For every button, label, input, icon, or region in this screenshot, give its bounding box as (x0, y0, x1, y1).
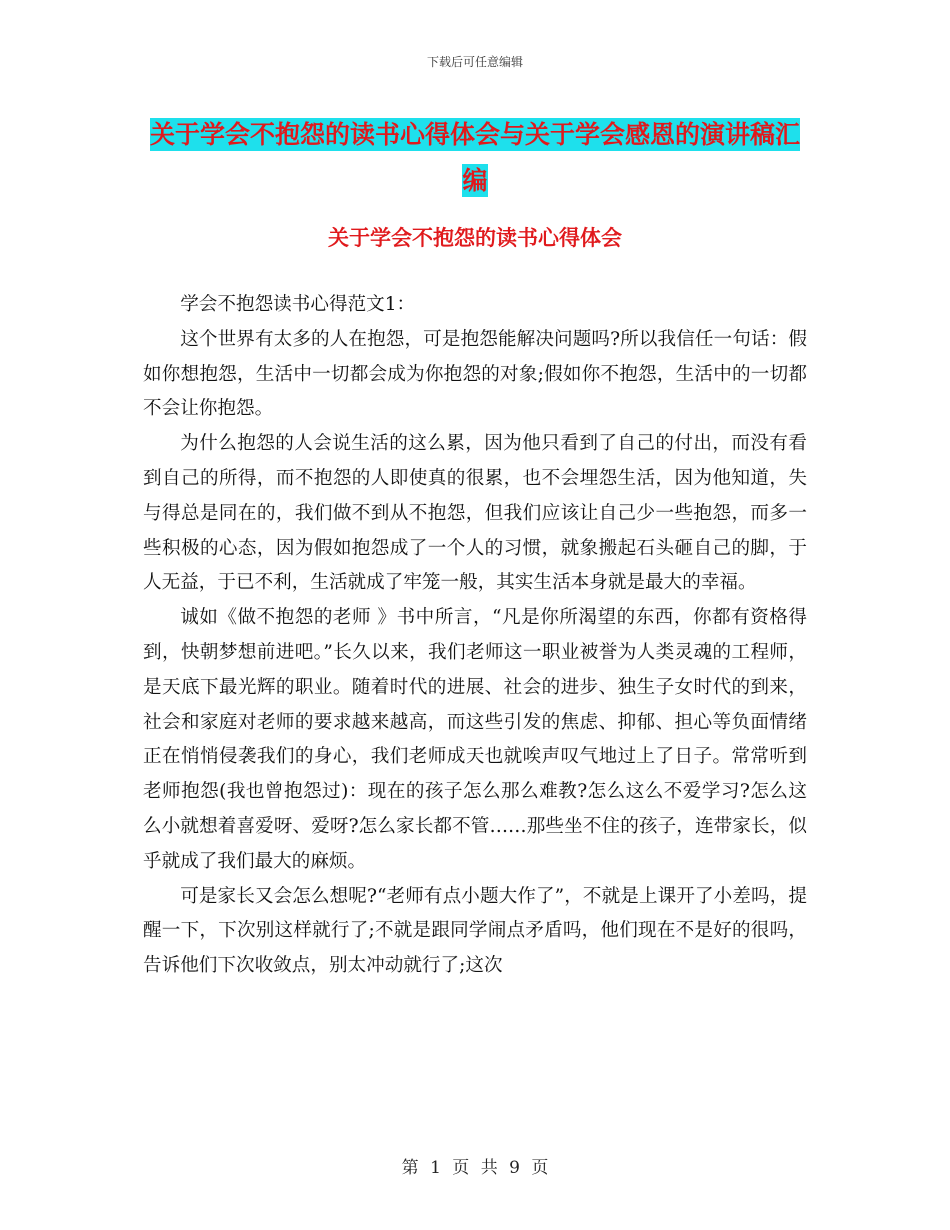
section-title: 关于学会不抱怨的读书心得体会 (328, 226, 622, 250)
document-title-text: 关于学会不抱怨的读书心得体会与关于学会感恩的演讲稿汇编 (150, 120, 801, 195)
paragraph-intro: 学会不抱怨读书心得范文1： (180, 294, 416, 315)
page-number-footer: 第 1 页 共 9 页 (401, 1158, 549, 1178)
document-title (150, 112, 800, 204)
paragraph: 可是家长又会怎么想呢?“老师有点小题大作了”，不就是上课开了小差吗，提醒一下，下次别这样就行了;不就是跟同学闹点矛盾吗，他们现在不是好的很吗，告诉他们下次收敛点，别太冲动就行了;这次 (143, 885, 807, 977)
paragraph: 为什么抱怨的人会说生活的这么累，因为他只看到了自己的付出，而没有看到自己的所得，而不抱怨的人即使真的很累，也不会埋怨生活，因为他知道，失与得总是同在的，我们做不到从不抱怨，但我们应该让自己少一些抱怨，而多一些积极的心态，因为假如抱怨成了一个人的习惯，就象搬起石头砸自己的脚，于人无益，于已不利，生活就成了牢笼一般，其实生活本身就是最大的幸福。 (143, 433, 807, 594)
paragraph: 诚如《做不抱怨的老师 》书中所言，“凡是你所渴望的东西，你都有资格得到，快朝梦想前进吧。”长久以来，我们老师这一职业被誉为人类灵魂的工程师，是天底下最光辉的职业。随着时代的进展、社会的进步、独生子女时代的到来，社会和家庭对老师的要求越来越高，而这些引发的焦虑、抑郁、担心等负面情绪正在悄悄侵袭我们的身心，我们老师成天也就唉声叹气地过上了日子。常常听到老师抱怨(我也曾抱怨过)：现在的孩子怎么那么难教?怎么这么不爱学习?怎么这么小就想着喜爱呀、爱呀?怎么家长都不管……那些坐不住的孩子，连带家长，似乎就成了我们最大的麻烦。 (143, 607, 807, 872)
paragraph: 这个世界有太多的人在抱怨，可是抱怨能解决问题吗?所以我信任一句话：假如你想抱怨，生活中一切都会成为你抱怨的对象;假如你不抱怨，生活中的一切都不会让你抱怨。 (143, 328, 807, 420)
document-body (143, 288, 807, 984)
header-note: 下载后可任意编辑 (426, 55, 523, 69)
